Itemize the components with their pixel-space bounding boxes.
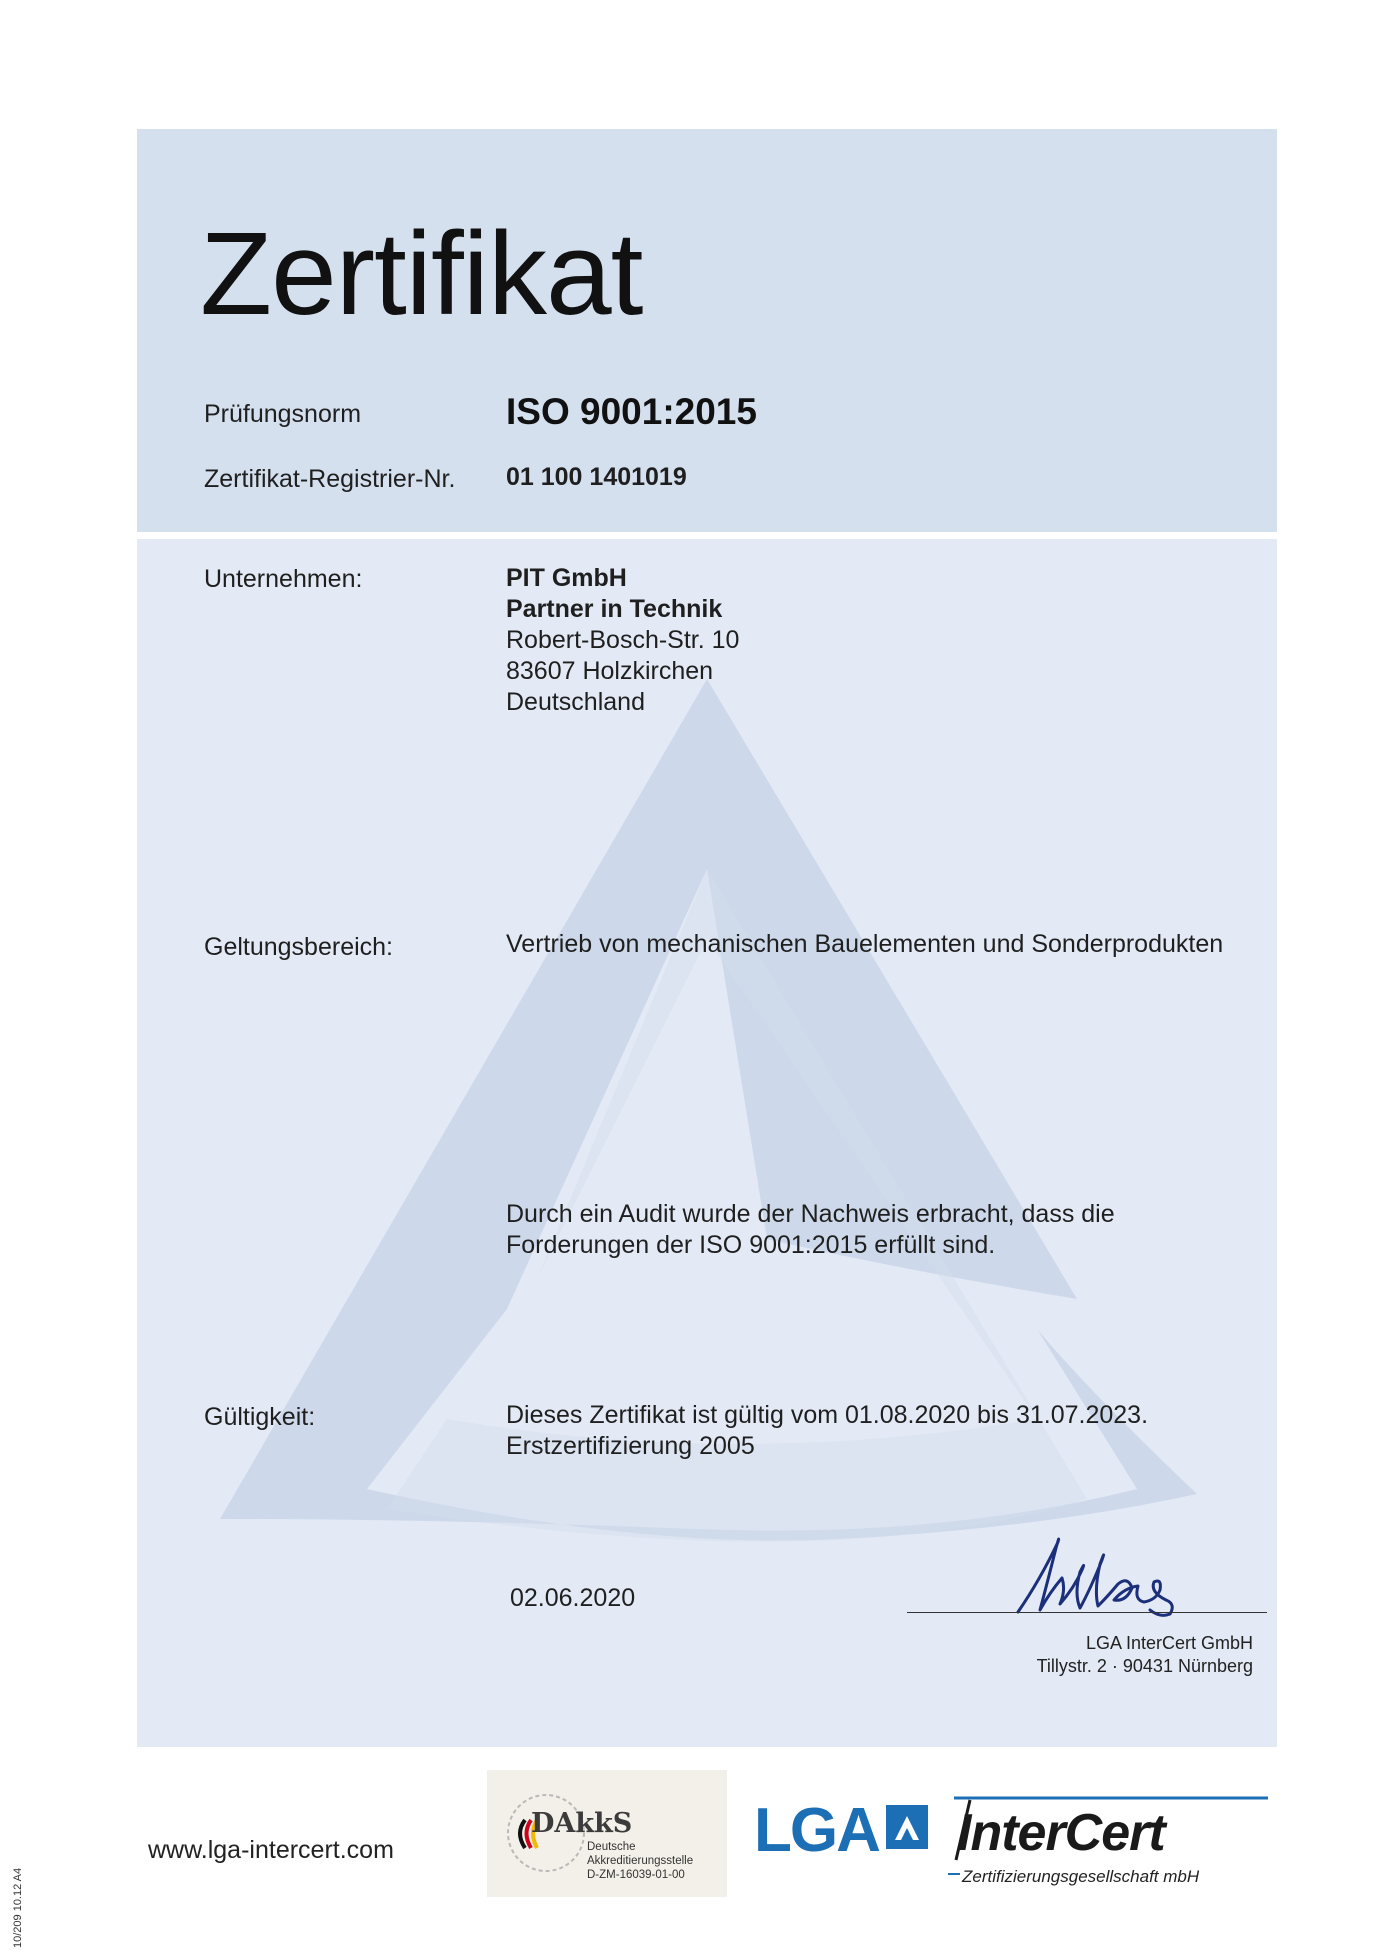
dakks-line-3: D-ZM-16039-01-00 (587, 1869, 685, 1881)
scope-value: Vertrieb von mechanischen Bauelementen und Sonderprodukten (506, 930, 1224, 958)
dakks-text (587, 1840, 693, 1882)
scope-label: Geltungsbereich: (204, 933, 394, 961)
company-street: Robert-Bosch-Str. 10 (506, 626, 740, 654)
intercert-tagline: Zertifizierungsgesellschaft mbH (962, 1867, 1200, 1886)
signature (1010, 1530, 1185, 1625)
company-subtitle: Partner in Technik (506, 595, 723, 623)
validity-line-1: Dieses Zertifikat ist gültig vom 01.08.2020 bis 31.07.2023. (506, 1401, 1149, 1429)
validity-block (506, 1400, 1148, 1462)
audit-statement-line-2: Forderungen der ISO 9001:2015 erfüllt sind. (506, 1231, 996, 1259)
registration-label: Zertifikat-Registrier-Nr. (204, 465, 456, 493)
validity-line-2: Erstzertifizierung 2005 (506, 1432, 755, 1460)
dakks-line-1: Deutsche (587, 1841, 636, 1853)
company-address-block (506, 563, 739, 718)
lga-logo-text: LGA (754, 1796, 879, 1865)
signature-line (907, 1612, 1267, 1613)
audit-statement-line-1: Durch ein Audit wurde der Nachweis erbracht, dass die (506, 1200, 1115, 1228)
company-city: 83607 Holzkirchen (506, 657, 714, 685)
intercert-logo-text: InterCert (957, 1804, 1165, 1862)
audit-statement (506, 1199, 1115, 1261)
company-country: Deutschland (506, 688, 645, 716)
issuer-address: Tillystr. 2 · 90431 Nürnberg (1036, 1656, 1253, 1676)
website-link[interactable]: www.lga-intercert.com (148, 1836, 394, 1864)
norm-label: Prüfungsnorm (204, 400, 362, 428)
company-name: PIT GmbH (506, 564, 627, 592)
norm-value: ISO 9001:2015 (506, 391, 757, 432)
dakks-line-2: Akkreditierungsstelle (587, 1855, 694, 1867)
dakks-logo (487, 1770, 727, 1897)
certificate-title: Zertifikat (200, 208, 643, 340)
form-code: 10/209 10.12 A4 (12, 1867, 24, 1948)
validity-label: Gültigkeit: (204, 1403, 316, 1431)
issuer-block (1037, 1632, 1253, 1678)
issuer-name: LGA InterCert GmbH (1085, 1633, 1253, 1653)
dakks-name: DAkkS (531, 1808, 633, 1839)
issue-date: 02.06.2020 (510, 1584, 636, 1612)
registration-value: 01 100 1401019 (506, 463, 687, 491)
company-label: Unternehmen: (204, 565, 363, 593)
lga-mark-icon (885, 1804, 929, 1850)
